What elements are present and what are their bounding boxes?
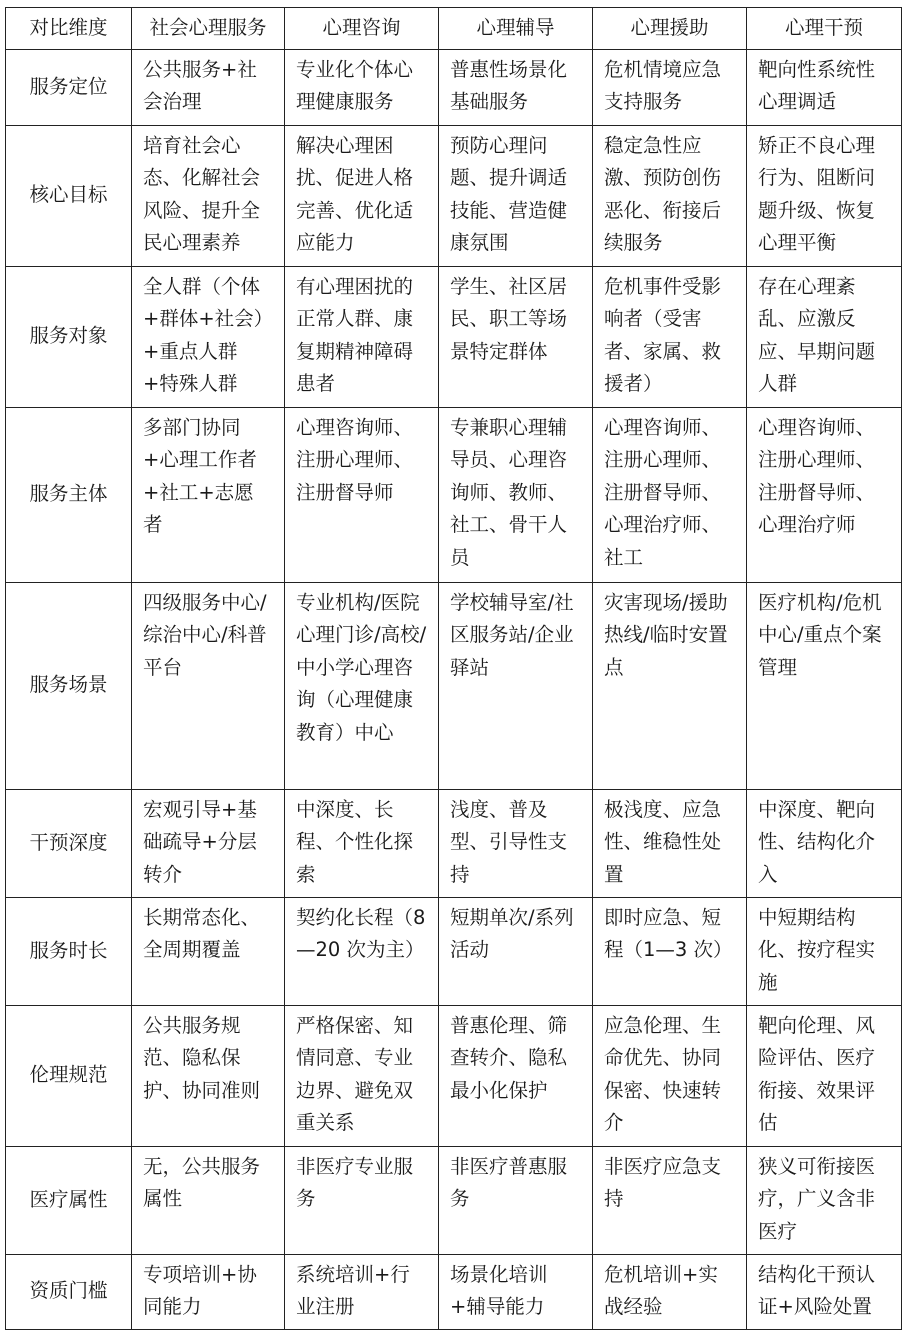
table-cell: 契约化长程（8—20 次为主） (285, 897, 439, 1005)
table-row (6, 897, 902, 1005)
table-cell: 稳定急性应激、预防创伤恶化、衔接后续服务 (593, 125, 747, 266)
table-cell: 心理咨询师、注册心理师、注册督导师 (285, 407, 439, 582)
table-cell: 预防心理问题、提升调适技能、营造健康氛围 (439, 125, 593, 266)
table-cell: 有心理困扰的正常人群、康复期精神障碍患者 (285, 266, 439, 407)
table-cell: 严格保密、知情同意、专业边界、避免双重关系 (285, 1005, 439, 1146)
table-cell: 中深度、长程、个性化探索 (285, 789, 439, 897)
row-dimension-label: 医疗属性 (6, 1146, 132, 1254)
table-cell: 长期常态化、全周期覆盖 (132, 897, 285, 1005)
row-dimension-label: 服务主体 (6, 407, 132, 582)
table-row (6, 407, 902, 582)
table-cell: 系统培训+行业注册 (285, 1254, 439, 1329)
table-cell: 靶向伦理、风险评估、医疗衔接、效果评估 (747, 1005, 902, 1146)
table-cell: 矫正不良心理行为、阻断问题升级、恢复心理平衡 (747, 125, 902, 266)
table-cell: 公共服务规范、隐私保护、协同准则 (132, 1005, 285, 1146)
row-dimension-label: 服务对象 (6, 266, 132, 407)
table-cell: 非医疗专业服务 (285, 1146, 439, 1254)
row-dimension-label: 干预深度 (6, 789, 132, 897)
header-cell-social-psych-service: 社会心理服务 (132, 8, 285, 50)
row-dimension-label: 资质门槛 (6, 1254, 132, 1329)
table-cell: 多部门协同+心理工作者+社工+志愿者 (132, 407, 285, 582)
table-cell: 专业化个体心理健康服务 (285, 49, 439, 125)
table-cell: 存在心理紊乱、应激反应、早期问题人群 (747, 266, 902, 407)
table-cell: 心理咨询师、注册心理师、注册督导师、心理治疗师、社工 (593, 407, 747, 582)
table-row (6, 1005, 902, 1146)
table-cell: 靶向性系统性心理调适 (747, 49, 902, 125)
table-cell: 中深度、靶向性、结构化介入 (747, 789, 902, 897)
table-cell: 非医疗普惠服务 (439, 1146, 593, 1254)
table-cell: 危机事件受影响者（受害者、家属、救援者） (593, 266, 747, 407)
row-dimension-label: 核心目标 (6, 125, 132, 266)
comparison-table (5, 7, 902, 1330)
table-row (6, 1146, 902, 1254)
table-cell: 浅度、普及型、引导性支持 (439, 789, 593, 897)
table-cell: 解决心理困扰、促进人格完善、优化适应能力 (285, 125, 439, 266)
table-cell: 灾害现场/援助热线/临时安置点 (593, 582, 747, 789)
table-cell: 培育社会心态、化解社会风险、提升全民心理素养 (132, 125, 285, 266)
table-row (6, 1254, 902, 1329)
table-cell: 中短期结构化、按疗程实施 (747, 897, 902, 1005)
table-row (6, 582, 902, 789)
table-cell: 结构化干预认证+风险处置 (747, 1254, 902, 1329)
table-cell: 普惠性场景化基础服务 (439, 49, 593, 125)
table-cell: 极浅度、应急性、维稳性处置 (593, 789, 747, 897)
header-cell-dimension: 对比维度 (6, 8, 132, 50)
table-cell: 狭义可衔接医疗，广义含非医疗 (747, 1146, 902, 1254)
table-cell: 无，公共服务属性 (132, 1146, 285, 1254)
table-cell: 危机情境应急支持服务 (593, 49, 747, 125)
table-cell: 短期单次/系列活动 (439, 897, 593, 1005)
row-dimension-label: 服务定位 (6, 49, 132, 125)
table-cell: 全人群（个体+群体+社会）+重点人群+特殊人群 (132, 266, 285, 407)
table-cell: 医疗机构/危机中心/重点个案管理 (747, 582, 902, 789)
table-cell: 专项培训+协同能力 (132, 1254, 285, 1329)
table-cell: 场景化培训+辅导能力 (439, 1254, 593, 1329)
table-cell: 即时应急、短程（1—3 次） (593, 897, 747, 1005)
table-cell: 学生、社区居民、职工等场景特定群体 (439, 266, 593, 407)
table-row (6, 789, 902, 897)
header-cell-intervention: 心理干预 (747, 8, 902, 50)
table-cell: 专兼职心理辅导员、心理咨询师、教师、社工、骨干人员 (439, 407, 593, 582)
header-row (6, 8, 902, 50)
table-cell: 非医疗应急支持 (593, 1146, 747, 1254)
table-cell: 普惠伦理、筛查转介、隐私最小化保护 (439, 1005, 593, 1146)
header-cell-guidance: 心理辅导 (439, 8, 593, 50)
table-cell: 心理咨询师、注册心理师、注册督导师、心理治疗师 (747, 407, 902, 582)
row-dimension-label: 伦理规范 (6, 1005, 132, 1146)
row-dimension-label: 服务时长 (6, 897, 132, 1005)
table-cell: 应急伦理、生命优先、协同保密、快速转介 (593, 1005, 747, 1146)
table-cell: 学校辅导室/社区服务站/企业驿站 (439, 582, 593, 789)
table-row (6, 49, 902, 125)
header-cell-counseling: 心理咨询 (285, 8, 439, 50)
table-row (6, 125, 902, 266)
row-dimension-label: 服务场景 (6, 582, 132, 789)
table-cell: 四级服务中心/综治中心/科普平台 (132, 582, 285, 789)
header-cell-assistance: 心理援助 (593, 8, 747, 50)
table-cell: 宏观引导+基础疏导+分层转介 (132, 789, 285, 897)
table-cell: 危机培训+实战经验 (593, 1254, 747, 1329)
table-cell: 公共服务+社会治理 (132, 49, 285, 125)
table-cell: 专业机构/医院心理门诊/高校/中小学心理咨询（心理健康教育）中心 (285, 582, 439, 789)
table-row (6, 266, 902, 407)
